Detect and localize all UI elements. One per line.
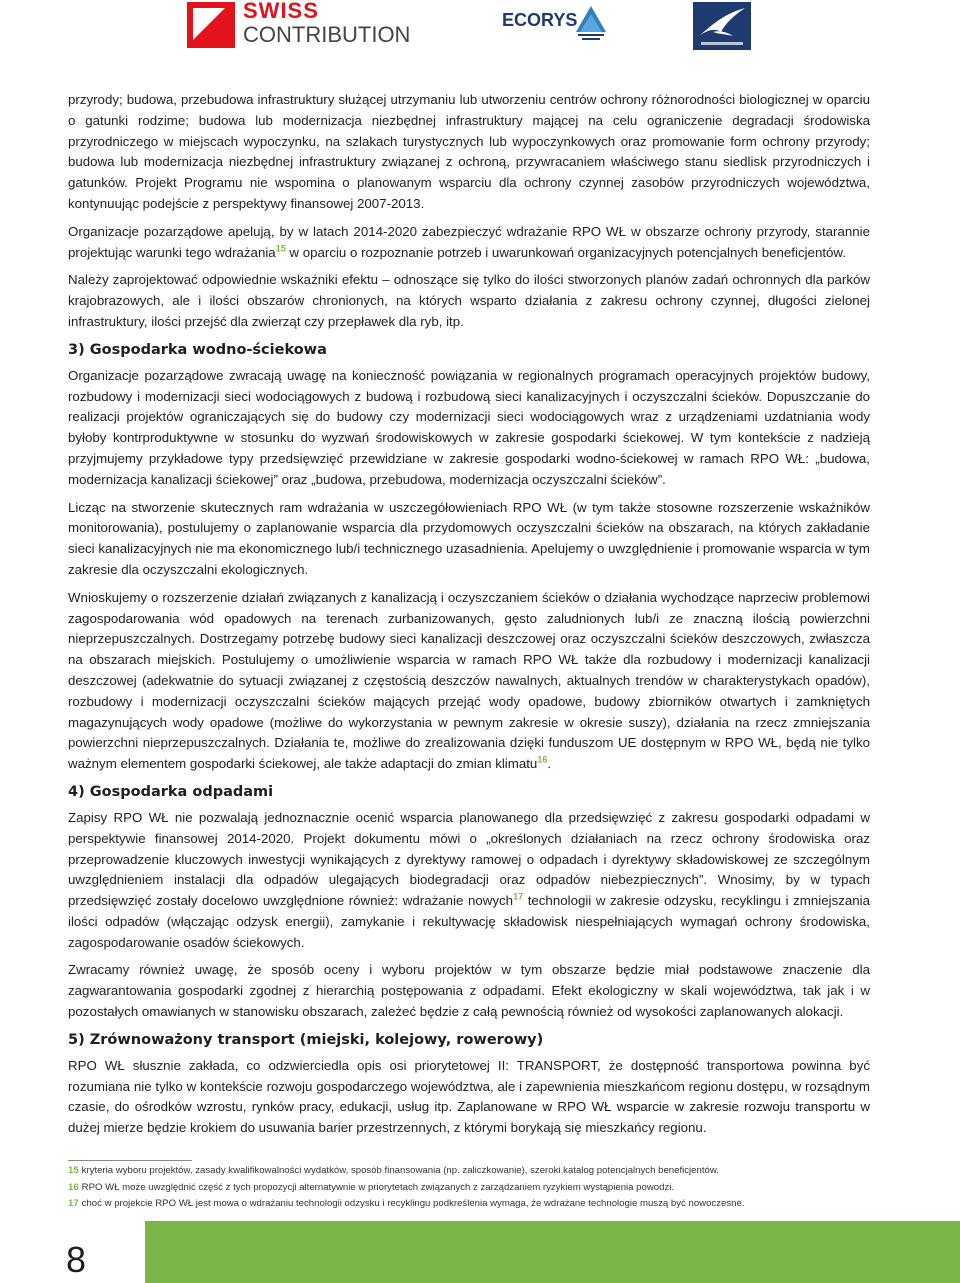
paragraph-intro: przyrody; budowa, przebudowa infrastruktury służącej utrzymaniu lub utworzeniu centrów ochrony różnorodności biologicznej w oparciu o gatunki rodzime; budowa lub modernizacja niezbędnej infrastruktury mającej na celu ograniczenie degradacji środowiska przyrodniczego w miejscach wypoczynku, na szlakach turystycznych lub wypoczynkowych oraz promowanie form ochrony przyrody; budowa lub modernizacja niezbędnej infrastruktury związanej z ochroną, przywracaniem właściwego stanu siedlisk przyrodniczych i gatunków. Projekt Programu nie wspomina o planowanym wsparciu dla ochrony czynnej zasobów przyrodniczych województwa, kontynuując podejście z perspektywy finansowej 2007-2013.	[68, 92, 870, 211]
paragraph-waste-2: Zwracamy również uwagę, że sposób oceny i wyboru projektów w tym obszarze będzie miał podstawowe znaczenie dla zagwarantowania gospodarki zgodnej z hierarchią postępowania z odpadami. Efekt ekologiczny w skali województwa, tak jak i w pozostałych omawianych w stanowisku obszarach, zależeć będzie z całą pewnością również od wysokości zaplanowanych alokacji.	[68, 962, 870, 1020]
swiss-logo-line1: SWISS	[243, 0, 319, 23]
footnote-16: 16 RPO WŁ może uwzględnić część z tych propozycji alternatywnie w priorytetach związanych z zarządzaniem ryzykiem wystąpienia powodzi.	[68, 1181, 675, 1193]
paragraph-indicators: Należy zaprojektować odpowiednie wskaźniki efektu – odnoszące się tylko do ilości stworzonych planów zadań ochronnych dla parków krajobrazowych, ale i ilości obszarów chronionych, na których wsparto działania z zakresu ochrony czynnej, długości zielonej infrastruktury, ilości przejść dla zwierząt czy przepławek dla ryb, itp.	[68, 272, 870, 329]
bird-foundation-logo-icon	[693, 2, 751, 50]
ecorys-logo-text: ECORYS	[502, 10, 578, 30]
header-logos	[0, 0, 960, 60]
ecorys-logo	[502, 4, 612, 48]
swiss-logo-line2: CONTRIBUTION	[243, 22, 411, 47]
paragraph-water-1: Organizacje pozarządowe zwracają uwagę na konieczność powiązania w regionalnych programach operacyjnych projektów budowy, rozbudowy i modernizacji sieci wodociągowych z budową i rozbudową sieci kanalizacyjnych i oczyszczalni ścieków. Dopuszczanie do realizacji projektów ograniczających się do budowy czy modernizacji sieci wodociągowych wraz z urządzeniami uzdatniania wody byłoby kontrproduktywne w stosunku do wyzwań środowiskowych w zakresie gospodarki ściekowej. W tym kontekście z nadzieją przyjmujemy przykładowe typy przedsięwzięć przewidziane w zakresie gospodarki wodno-ściekowej w ramach RPO WŁ: „budowa, modernizacja kanalizacji ściekowej” oraz „budowa, przebudowa, modernizacja oczyszczalni ścieków”.	[68, 367, 870, 487]
section-heading-water: 3) Gospodarka wodno-ściekowa	[68, 341, 327, 358]
footnote-15: 15 kryteria wyboru projektów, zasady kwalifikowalności wydatków, sposób finansowania (np. zaliczkowanie), szeroki katalog potencjalnych beneficjentów.	[68, 1165, 719, 1176]
paragraph-transport-1: RPO WŁ słusznie zakłada, co odzwierciedla opis osi priorytetowej II: TRANSPORT, że dostępność transportowa powinna być rozumiana nie tylko w kontekście rozwoju gospodarczego województwa, ale i zapewnienia mieszkańcom regionu dostępu, w rozsądnym czasie, do ośrodków wzrostu, rynków pracy, edukacji, usług itp. Zaplanowane w RPO WŁ wsparcie w zakresie rozwoju transportu w dużej mierze będzie krokiem do usuwania barier przestrzennych, z którymi borykają się mieszkańcy regionu.	[68, 1057, 870, 1136]
footnote-divider	[68, 1160, 192, 1161]
footnote-ref-17[interactable]: 17	[513, 891, 524, 902]
footnote-ref-15[interactable]: 15	[275, 243, 286, 254]
section-heading-transport: 5) Zrównoważony transport (miejski, kolejowy, rowerowy)	[68, 1031, 544, 1048]
document-body	[68, 90, 870, 1146]
ecorys-triangle-icon	[576, 6, 606, 46]
section-heading-waste: 4) Gospodarka odpadami	[68, 783, 274, 800]
swiss-contribution-logo	[187, 0, 415, 52]
footnote-ref-16[interactable]: 16	[537, 754, 548, 765]
paragraph-water-3: Wnioskujemy o rozszerzenie działań związanych z kanalizacją i oczyszczaniem ścieków o działania wychodzące naprzeciw problemowi zagospodarowania wód opadowych na terenach zurbanizowanych, gęsto zaludnionych lub/i ze znaczną ilością powierzchni nieprzepuszczalnych. Dostrzegamy potrzebę budowy sieci kanalizacji deszczowej oraz oczyszczalni ścieków deszczowych, zwłaszcza na obszarach miejskich. Postulujemy o umożliwienie wsparcia w ramach RPO WŁ także dla rozbudowy i modernizacji kanalizacji deszczowej (adekwatnie do sytuacji związanej z częstością deszczów nawalnych, aktualnych trendów w charakterystykach opadów), rozbudowy i modernizacji oczyszczalni ścieków mających przejąć wody opadowe, budowy zbiorników otwartych i zamkniętych magazynujących wody opadowe (możliwe do wykorzystania w pewnym zakresie w okresie suszy), działania na rzecz zmniejszania powierzchni nieprzepuszczalnych. Działania te, możliwe do zrealizowania dzięki funduszom UE dostępnym w RPO WŁ, będą nie tylko ważnym elementem gospodarki ściekowej, ale także adaptacji do zmian klimatu$^{16}$.	[68, 589, 870, 772]
paragraph-ngo-appeal: Organizacje pozarządowe apelują, by w latach 2014-2020 zabezpieczyć wdrażanie RPO WŁ w obszarze ochrony przyrody, starannie projektując warunki tego wdrażania$^{15}$ w oparciu o rozpoznanie potrzeb i uwarunkowań organizacyjnych potencjalnych beneficjentów.	[68, 223, 870, 260]
paragraph-water-2: Licząc na stworzenie skutecznych ram wdrażania w uszczegółowieniach RPO WŁ (w tym także stosowne rozszerzenie wskaźników monitorowania), postulujemy o zaplanowanie wsparcia dla przydomowych oczyszczalni ścieków na obszarach, na których zakładanie sieci kanalizacyjnych nie ma ekonomicznego lub/i technicznego uzasadnienia. Apelujemy o uwzględnienie i promowanie wsparcia w tym zakresie dla oczyszczalni ekologicznych.	[68, 499, 870, 577]
swiss-flag-icon	[187, 2, 235, 48]
page-number: 8	[66, 1239, 87, 1280]
footnote-17: 17 choć w projekcie RPO WŁ jest mowa o wdrażaniu technologii odzysku i recyklingu podkreślenia wymaga, że wdrażane technologie muszą być nowoczesne.	[68, 1198, 745, 1209]
footnotes	[68, 1160, 868, 1213]
paragraph-waste-1: Zapisy RPO WŁ nie pozwalają jednoznacznie ocenić wsparcia planowanego dla przedsięwzięć z zakresu gospodarki odpadami w perspektywie finansowej 2014-2020. Projekt dokumentu mówi o „określonych działaniach na rzecz ochrony środowiska oraz przeprowadzenie kluczowych inwestycji wynikających z dyrektywy ramowej o odpadach i dyrektywy składowiskowej ze szczególnym uwzględnieniem instalacji dla odpadów ulegających biodegradacji oraz odpadów niebezpiecznych”. Wnosimy, by w typach przedsięwzięć zostały docelowo uwzględnione również: wdrażanie nowych$^{17}$ technologii w zakresie odzysku, recyklingu i zmniejszania ilości odpadów (włączając odzysk energii), zamykanie i rekultywację składowisk niespełniających wymagań ochrony środowiska, zagospodarowanie osadów ściekowych.	[68, 809, 871, 950]
